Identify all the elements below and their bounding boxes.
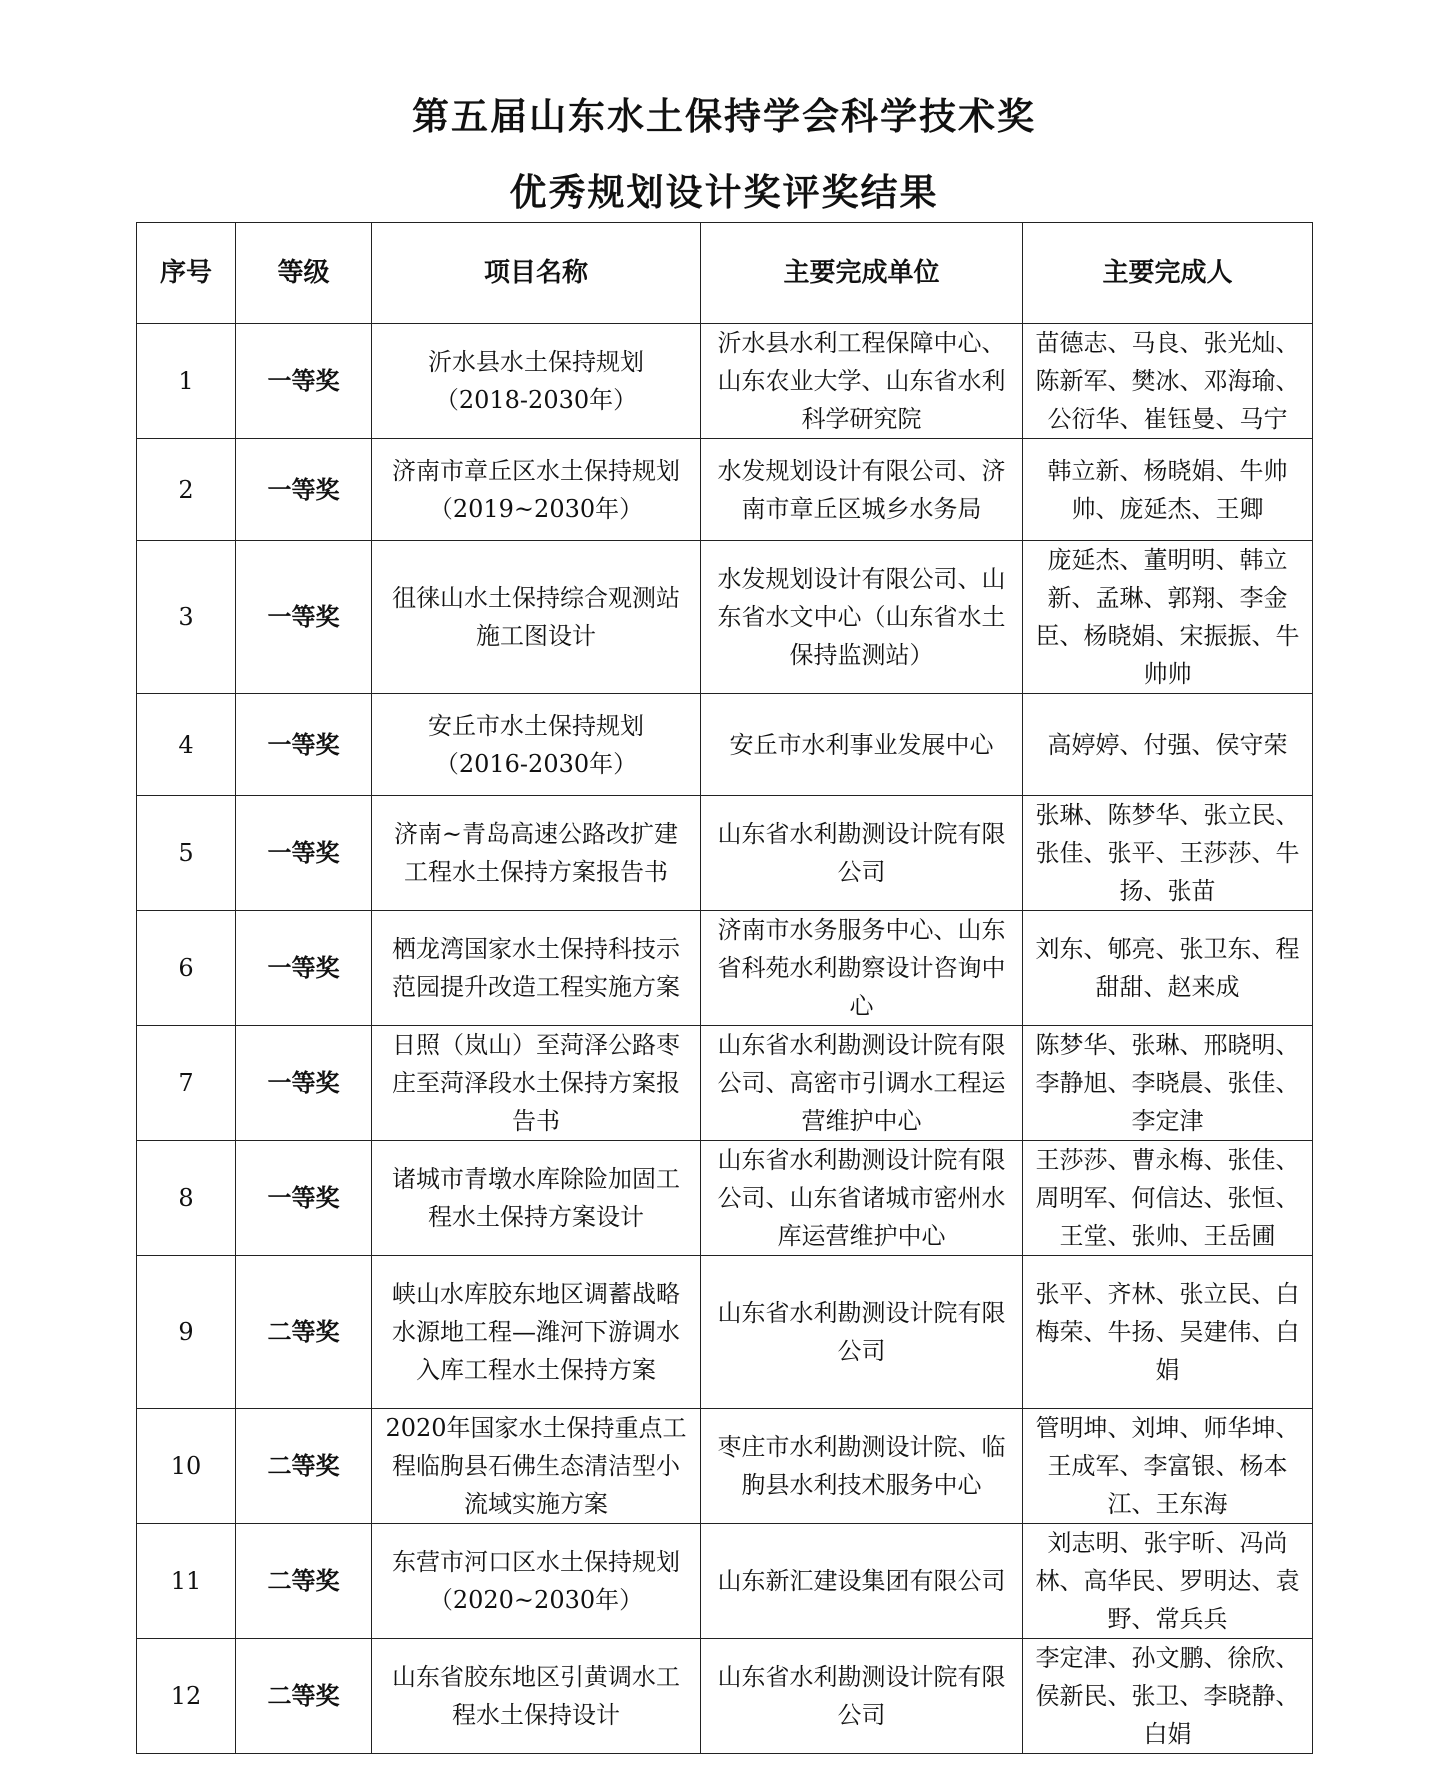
table-row (137, 1141, 1313, 1256)
table-row (137, 796, 1313, 911)
cell-project-name: 栖龙湾国家水土保持科技示范园提升改造工程实施方案 (372, 911, 701, 1026)
cell-project-name: 日照（岚山）至菏泽公路枣庄至菏泽段水土保持方案报告书 (372, 1026, 701, 1141)
cell-main-unit: 山东新汇建设集团有限公司 (701, 1524, 1023, 1639)
cell-grade: 一等奖 (236, 1141, 372, 1256)
cell-main-people: 李定津、孙文鹏、徐欣、侯新民、张卫、李晓静、白娟 (1023, 1639, 1313, 1754)
cell-grade: 二等奖 (236, 1524, 372, 1639)
cell-serial-number: 8 (137, 1141, 236, 1256)
cell-main-unit: 山东省水利勘测设计院有限公司 (701, 1256, 1023, 1409)
cell-grade: 一等奖 (236, 439, 372, 541)
cell-main-people: 管明坤、刘坤、师华坤、王成军、李富银、杨本江、王东海 (1023, 1409, 1313, 1524)
cell-main-unit: 水发规划设计有限公司、济南市章丘区城乡水务局 (701, 439, 1023, 541)
cell-project-name: 诸城市青墩水库除险加固工程水土保持方案设计 (372, 1141, 701, 1256)
table-row (137, 1026, 1313, 1141)
cell-grade: 二等奖 (236, 1409, 372, 1524)
cell-serial-number: 6 (137, 911, 236, 1026)
page-title: 第五届山东水土保持学会科学技术奖 (412, 95, 1036, 138)
table-row (137, 1409, 1313, 1524)
cell-main-unit: 沂水县水利工程保障中心、山东农业大学、山东省水利科学研究院 (701, 324, 1023, 439)
cell-main-unit: 山东省水利勘测设计院有限公司、山东省诸城市密州水库运营维护中心 (701, 1141, 1023, 1256)
cell-project-name: 山东省胶东地区引黄调水工程水土保持设计 (372, 1639, 701, 1754)
cell-serial-number: 1 (137, 324, 236, 439)
cell-serial-number: 2 (137, 439, 236, 541)
table-row (137, 1639, 1313, 1754)
page-subtitle: 优秀规划设计奖评奖结果 (509, 171, 939, 214)
header-grade: 等级 (236, 223, 372, 324)
cell-main-unit: 枣庄市水利勘测设计院、临朐县水利技术服务中心 (701, 1409, 1023, 1524)
table-row (137, 694, 1313, 796)
cell-serial-number: 9 (137, 1256, 236, 1409)
cell-grade: 一等奖 (236, 541, 372, 694)
cell-main-unit: 安丘市水利事业发展中心 (701, 694, 1023, 796)
cell-grade: 一等奖 (236, 911, 372, 1026)
cell-main-people: 陈梦华、张琳、邢晓明、李静旭、李晓晨、张佳、李定津 (1023, 1026, 1313, 1141)
cell-main-people: 韩立新、杨晓娟、牛帅帅、庞延杰、王卿 (1023, 439, 1313, 541)
cell-grade: 一等奖 (236, 324, 372, 439)
cell-serial-number: 4 (137, 694, 236, 796)
results-table (136, 222, 1313, 1754)
cell-project-name: 徂徕山水土保持综合观测站施工图设计 (372, 541, 701, 694)
cell-main-unit: 山东省水利勘测设计院有限公司 (701, 796, 1023, 911)
table-row (137, 911, 1313, 1026)
cell-serial-number: 11 (137, 1524, 236, 1639)
cell-project-name: 济南~青岛高速公路改扩建工程水土保持方案报告书 (372, 796, 701, 911)
cell-grade: 一等奖 (236, 796, 372, 911)
cell-main-unit: 济南市水务服务中心、山东省科苑水利勘察设计咨询中心 (701, 911, 1023, 1026)
cell-main-people: 苗德志、马良、张光灿、陈新军、樊冰、邓海瑜、公衍华、崔钰曼、马宁 (1023, 324, 1313, 439)
header-main-people: 主要完成人 (1023, 223, 1313, 324)
cell-main-people: 庞延杰、董明明、韩立新、孟琳、郭翔、李金臣、杨晓娟、宋振振、牛帅帅 (1023, 541, 1313, 694)
table-row (137, 324, 1313, 439)
cell-grade: 一等奖 (236, 694, 372, 796)
cell-project-name: 峡山水库胶东地区调蓄战略水源地工程—潍河下游调水入库工程水土保持方案 (372, 1256, 701, 1409)
cell-project-name: 2020年国家水土保持重点工程临朐县石佛生态清洁型小流域实施方案 (372, 1409, 701, 1524)
cell-main-people: 王莎莎、曹永梅、张佳、周明军、何信达、张恒、王堂、张帅、王岳圃 (1023, 1141, 1313, 1256)
table-row (137, 1524, 1313, 1639)
header-project-name: 项目名称 (372, 223, 701, 324)
cell-grade: 二等奖 (236, 1256, 372, 1409)
cell-main-people: 张平、齐林、张立民、白梅荣、牛扬、吴建伟、白娟 (1023, 1256, 1313, 1409)
table-row (137, 439, 1313, 541)
cell-serial-number: 7 (137, 1026, 236, 1141)
cell-serial-number: 10 (137, 1409, 236, 1524)
cell-project-name: 沂水县水土保持规划（2018-2030年） (372, 324, 701, 439)
table-row (137, 541, 1313, 694)
cell-project-name: 济南市章丘区水土保持规划（2019~2030年） (372, 439, 701, 541)
cell-grade: 一等奖 (236, 1026, 372, 1141)
cell-serial-number: 3 (137, 541, 236, 694)
cell-main-unit: 山东省水利勘测设计院有限公司、高密市引调水工程运营维护中心 (701, 1026, 1023, 1141)
cell-project-name: 东营市河口区水土保持规划（2020~2030年） (372, 1524, 701, 1639)
cell-main-people: 高婷婷、付强、侯守荣 (1023, 694, 1313, 796)
cell-serial-number: 5 (137, 796, 236, 911)
cell-main-unit: 水发规划设计有限公司、山东省水文中心（山东省水土保持监测站） (701, 541, 1023, 694)
table-row (137, 1256, 1313, 1409)
table-header-row (137, 223, 1313, 324)
cell-project-name: 安丘市水土保持规划（2016-2030年） (372, 694, 701, 796)
cell-main-unit: 山东省水利勘测设计院有限公司 (701, 1639, 1023, 1754)
cell-main-people: 刘东、郇亮、张卫东、程甜甜、赵来成 (1023, 911, 1313, 1026)
cell-grade: 二等奖 (236, 1639, 372, 1754)
cell-main-people: 张琳、陈梦华、张立民、张佳、张平、王莎莎、牛扬、张苗 (1023, 796, 1313, 911)
cell-serial-number: 12 (137, 1639, 236, 1754)
cell-main-people: 刘志明、张宇昕、冯尚林、高华民、罗明达、袁野、常兵兵 (1023, 1524, 1313, 1639)
header-main-unit: 主要完成单位 (701, 223, 1023, 324)
header-serial-number: 序号 (137, 223, 236, 324)
